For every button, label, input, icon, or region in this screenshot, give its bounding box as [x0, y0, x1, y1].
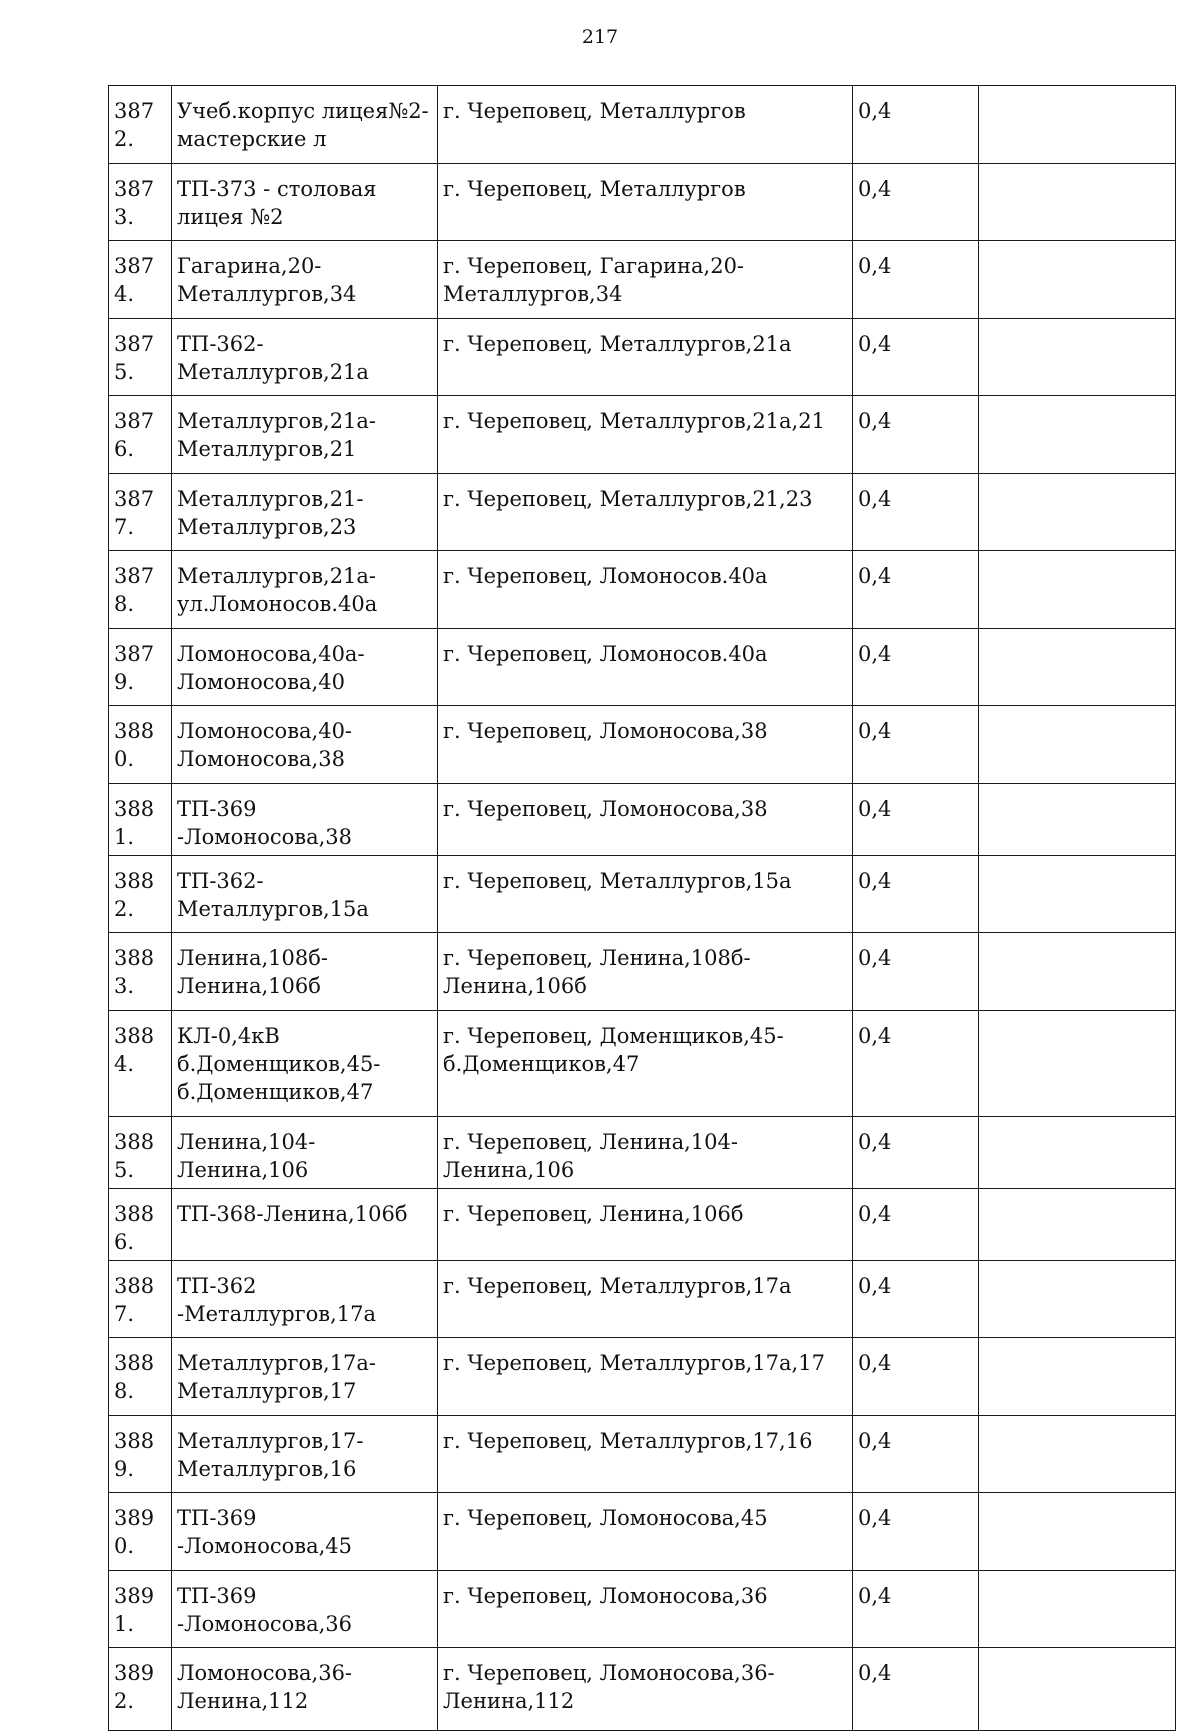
extra-cell: [979, 474, 1176, 551]
table-row: [109, 86, 1176, 164]
object-address: г. Череповец, Ломоносова,45: [438, 1493, 853, 1571]
table-row: [109, 474, 1176, 551]
object-name: Ленина,104-Ленина,106: [172, 1117, 438, 1189]
extra-cell: [979, 856, 1176, 933]
object-address: г. Череповец, Металлургов: [438, 164, 853, 241]
voltage-value: 0,4: [853, 784, 979, 856]
table-row: [109, 1648, 1176, 1731]
table-row: [109, 164, 1176, 241]
extra-cell: [979, 1338, 1176, 1416]
object-name: Ломоносова,40-Ломоносова,38: [172, 706, 438, 784]
object-name: КЛ-0,4кВ б.Доменщиков,45-б.Доменщиков,47: [172, 1011, 438, 1117]
extra-cell: [979, 706, 1176, 784]
table-row: [109, 1493, 1176, 1571]
object-address: г. Череповец, Ломоносова,36: [438, 1571, 853, 1648]
row-number: 3881.: [109, 784, 172, 856]
table-row: [109, 396, 1176, 474]
extra-cell: [979, 1416, 1176, 1493]
object-name: ТП-362-Металлургов,21а: [172, 319, 438, 396]
voltage-value: 0,4: [853, 1493, 979, 1571]
extra-cell: [979, 86, 1176, 164]
object-name: Гагарина,20-Металлургов,34: [172, 241, 438, 319]
voltage-value: 0,4: [853, 1571, 979, 1648]
row-number: 3876.: [109, 396, 172, 474]
voltage-value: 0,4: [853, 474, 979, 551]
object-address: г. Череповец, Металлургов,17а: [438, 1261, 853, 1338]
object-name: Ломоносова,36-Ленина,112: [172, 1648, 438, 1731]
object-name: ТП-362-Металлургов,15а: [172, 856, 438, 933]
voltage-value: 0,4: [853, 629, 979, 706]
registry-table: [108, 85, 1176, 1731]
object-address: г. Череповец, Ломоносова,36-Ленина,112: [438, 1648, 853, 1731]
table-row: [109, 241, 1176, 319]
voltage-value: 0,4: [853, 1189, 979, 1261]
object-name: ТП-369 -Ломоносова,45: [172, 1493, 438, 1571]
row-number: 3873.: [109, 164, 172, 241]
object-name: ТП-368-Ленина,106б: [172, 1189, 438, 1261]
table-row: [109, 1189, 1176, 1261]
voltage-value: 0,4: [853, 396, 979, 474]
voltage-value: 0,4: [853, 706, 979, 784]
object-name: Металлургов,21а-ул.Ломоносов.40а: [172, 551, 438, 629]
object-address: г. Череповец, Металлургов,21,23: [438, 474, 853, 551]
object-address: г. Череповец, Металлургов,21а,21: [438, 396, 853, 474]
object-address: г. Череповец, Ленина,104-Ленина,106: [438, 1117, 853, 1189]
table-row: [109, 319, 1176, 396]
object-name: ТП-369 -Ломоносова,38: [172, 784, 438, 856]
voltage-value: 0,4: [853, 319, 979, 396]
row-number: 3882.: [109, 856, 172, 933]
object-name: Учеб.корпус лицея№2-мастерские л: [172, 86, 438, 164]
extra-cell: [979, 784, 1176, 856]
row-number: 3890.: [109, 1493, 172, 1571]
extra-cell: [979, 1189, 1176, 1261]
extra-cell: [979, 1493, 1176, 1571]
voltage-value: 0,4: [853, 933, 979, 1011]
extra-cell: [979, 933, 1176, 1011]
table-body: [109, 86, 1176, 1731]
table-row: [109, 1011, 1176, 1117]
object-name: Металлургов,17а-Металлургов,17: [172, 1338, 438, 1416]
object-address: г. Череповец, Ленина,106б: [438, 1189, 853, 1261]
object-address: г. Череповец, Металлургов,17,16: [438, 1416, 853, 1493]
row-number: 3875.: [109, 319, 172, 396]
object-address: г. Череповец, Ломоносов.40а: [438, 629, 853, 706]
object-address: г. Череповец, Ломоносов.40а: [438, 551, 853, 629]
table-row: [109, 706, 1176, 784]
object-address: г. Череповец, Металлургов,15а: [438, 856, 853, 933]
voltage-value: 0,4: [853, 241, 979, 319]
object-address: г. Череповец, Металлургов,17а,17: [438, 1338, 853, 1416]
row-number: 3872.: [109, 86, 172, 164]
object-name: ТП-373 - столовая лицея №2: [172, 164, 438, 241]
row-number: 3879.: [109, 629, 172, 706]
voltage-value: 0,4: [853, 1648, 979, 1731]
table-row: [109, 1571, 1176, 1648]
object-address: г. Череповец, Доменщиков,45-б.Доменщиков,47: [438, 1011, 853, 1117]
voltage-value: 0,4: [853, 1117, 979, 1189]
extra-cell: [979, 1648, 1176, 1731]
voltage-value: 0,4: [853, 164, 979, 241]
voltage-value: 0,4: [853, 1011, 979, 1117]
object-name: Металлургов,17-Металлургов,16: [172, 1416, 438, 1493]
extra-cell: [979, 241, 1176, 319]
extra-cell: [979, 396, 1176, 474]
row-number: 3880.: [109, 706, 172, 784]
object-name: Металлургов,21а-Металлургов,21: [172, 396, 438, 474]
voltage-value: 0,4: [853, 1416, 979, 1493]
row-number: 3889.: [109, 1416, 172, 1493]
extra-cell: [979, 1011, 1176, 1117]
row-number: 3886.: [109, 1189, 172, 1261]
row-number: 3884.: [109, 1011, 172, 1117]
row-number: 3874.: [109, 241, 172, 319]
extra-cell: [979, 629, 1176, 706]
extra-cell: [979, 1571, 1176, 1648]
voltage-value: 0,4: [853, 1261, 979, 1338]
table-row: [109, 1416, 1176, 1493]
object-address: г. Череповец, Ломоносова,38: [438, 784, 853, 856]
table-row: [109, 1338, 1176, 1416]
extra-cell: [979, 1261, 1176, 1338]
object-name: ТП-362 -Металлургов,17а: [172, 1261, 438, 1338]
row-number: 3885.: [109, 1117, 172, 1189]
object-name: Ломоносова,40а-Ломоносова,40: [172, 629, 438, 706]
object-name: ТП-369 -Ломоносова,36: [172, 1571, 438, 1648]
row-number: 3891.: [109, 1571, 172, 1648]
table-row: [109, 1261, 1176, 1338]
table-row: [109, 784, 1176, 856]
row-number: 3883.: [109, 933, 172, 1011]
voltage-value: 0,4: [853, 86, 979, 164]
row-number: 3887.: [109, 1261, 172, 1338]
object-name: Металлургов,21-Металлургов,23: [172, 474, 438, 551]
extra-cell: [979, 319, 1176, 396]
row-number: 3878.: [109, 551, 172, 629]
row-number: 3892.: [109, 1648, 172, 1731]
object-address: г. Череповец, Металлургов: [438, 86, 853, 164]
table-row: [109, 933, 1176, 1011]
row-number: 3877.: [109, 474, 172, 551]
object-address: г. Череповец, Гагарина,20-Металлургов,34: [438, 241, 853, 319]
row-number: 3888.: [109, 1338, 172, 1416]
table-row: [109, 1117, 1176, 1189]
voltage-value: 0,4: [853, 551, 979, 629]
table-row: [109, 551, 1176, 629]
voltage-value: 0,4: [853, 1338, 979, 1416]
object-name: Ленина,108б-Ленина,106б: [172, 933, 438, 1011]
object-address: г. Череповец, Ленина,108б-Ленина,106б: [438, 933, 853, 1011]
extra-cell: [979, 551, 1176, 629]
extra-cell: [979, 164, 1176, 241]
page-number: 217: [581, 26, 619, 48]
table-row: [109, 856, 1176, 933]
object-address: г. Череповец, Ломоносова,38: [438, 706, 853, 784]
table-row: [109, 629, 1176, 706]
extra-cell: [979, 1117, 1176, 1189]
voltage-value: 0,4: [853, 856, 979, 933]
object-address: г. Череповец, Металлургов,21а: [438, 319, 853, 396]
